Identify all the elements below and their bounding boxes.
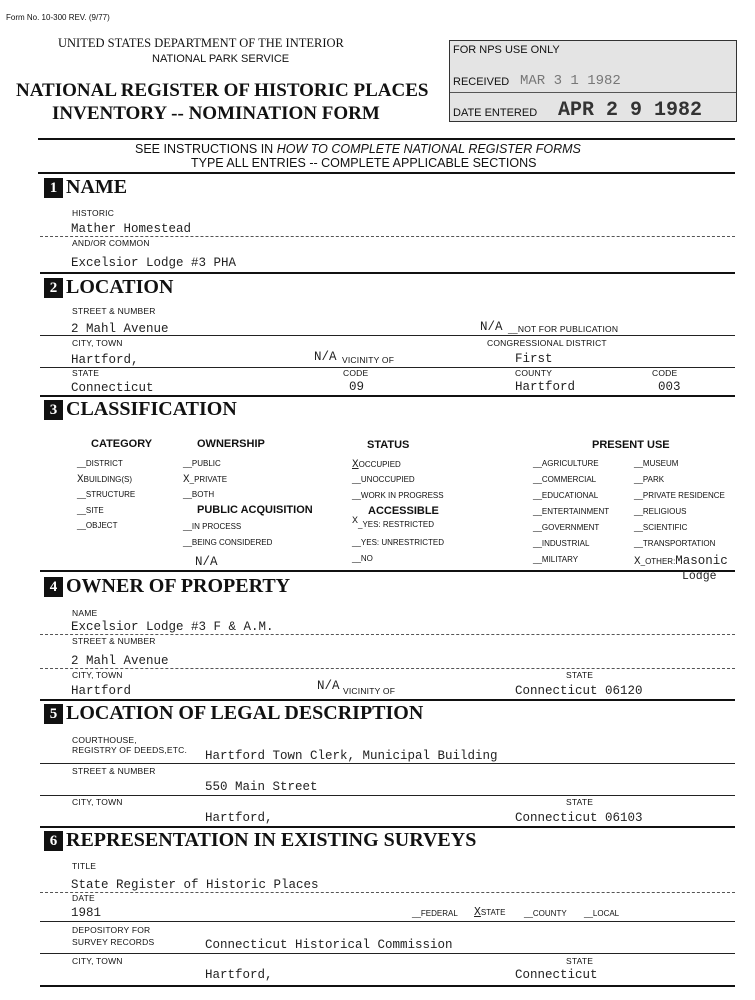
county-code-value: 003 — [658, 380, 681, 394]
survey-title-label: TITLE — [72, 861, 97, 871]
depository-label-2: SURVEY RECORDS — [72, 937, 155, 947]
access-no: __NO — [352, 554, 373, 563]
status-work-in-progress: __WORK IN PROGRESS — [352, 491, 444, 500]
accessible-header: ACCESSIBLE — [368, 505, 439, 517]
depository-state-label: STATE — [566, 956, 594, 966]
legal-state-value: Connecticut 06103 — [515, 811, 643, 825]
use-government: __GOVERNMENT — [533, 523, 600, 532]
not-for-publication-na: N/A — [480, 320, 503, 334]
vicinity-na: N/A — [314, 350, 337, 364]
section-2-heading: 2 LOCATION — [44, 276, 173, 299]
not-for-publication-label: __NOT FOR PUBLICATION — [508, 324, 619, 334]
historic-label: HISTORIC — [72, 208, 115, 218]
nps-use-only-box — [449, 40, 737, 122]
depository-label-1: DEPOSITORY FOR — [72, 925, 151, 935]
section-5-heading: 5 LOCATION OF LEGAL DESCRIPTION — [44, 702, 423, 725]
courthouse-label: COURTHOUSE, — [72, 735, 137, 745]
section-1-heading: 1 NAME — [44, 176, 127, 199]
instructions-line2: TYPE ALL ENTRIES -- COMPLETE APPLICABLE SECTIONS — [191, 156, 537, 170]
owner-vicinity-na: N/A — [317, 679, 340, 693]
status-occupied: XOCCUPIED — [352, 459, 401, 471]
use-military: __MILITARY — [533, 555, 579, 564]
use-other: X_OTHER:Masonic — [634, 554, 728, 568]
ownership-header: OWNERSHIP — [197, 438, 265, 450]
survey-date-label: DATE — [72, 893, 95, 903]
survey-federal: __FEDERAL — [412, 909, 458, 918]
use-scientific: __SCIENTIFIC — [634, 523, 688, 532]
county-value: Hartford — [515, 380, 576, 394]
category-district: __DISTRICT — [77, 459, 123, 468]
form-title-line1: NATIONAL REGISTER OF HISTORIC PLACES — [16, 80, 429, 101]
location-city-value: Hartford, — [71, 353, 139, 367]
use-park: __PARK — [634, 475, 665, 484]
depository-city-label: CITY, TOWN — [72, 956, 123, 966]
use-private-residence: __PRIVATE RESIDENCE — [634, 491, 725, 500]
section-6-heading: 6 REPRESENTATION IN EXISTING SURVEYS — [44, 829, 476, 852]
use-agriculture: __AGRICULTURE — [533, 459, 599, 468]
use-religious: __RELIGIOUS — [634, 507, 687, 516]
survey-county: __COUNTY — [524, 909, 567, 918]
owner-name-value: Excelsior Lodge #3 F & A.M. — [71, 620, 274, 634]
acq-na: N/A — [195, 555, 218, 569]
location-code-label: CODE — [343, 368, 369, 378]
instructions-line1: SEE INSTRUCTIONS IN HOW TO COMPLETE NATIONAL REGISTER FORMS — [135, 142, 581, 156]
ownership-both: __BOTH — [183, 490, 215, 499]
legal-street-value: 550 Main Street — [205, 780, 318, 794]
use-other-value-line2: Lodge — [682, 570, 717, 583]
historic-value: Mather Homestead — [71, 222, 192, 236]
use-industrial: __INDUSTRIAL — [533, 539, 590, 548]
registry-label: REGISTRY OF DEEDS,ETC. — [72, 745, 188, 755]
owner-vicinity-label: VICINITY OF — [343, 686, 396, 696]
access-unrestricted: __YES: UNRESTRICTED — [352, 538, 445, 547]
section-4-heading: 4 OWNER OF PROPERTY — [44, 575, 290, 598]
depository-value: Connecticut Historical Commission — [205, 938, 453, 952]
category-structure: __STRUCTURE — [77, 490, 136, 499]
department-name: UNITED STATES DEPARTMENT OF THE INTERIOR — [58, 36, 344, 50]
received-label: RECEIVED — [453, 76, 510, 88]
form-title-line2: INVENTORY -- NOMINATION FORM — [52, 103, 380, 124]
courthouse-value: Hartford Town Clerk, Municipal Building — [205, 749, 498, 763]
category-object: __OBJECT — [77, 521, 118, 530]
location-state-value: Connecticut — [71, 381, 154, 395]
use-entertainment: __ENTERTAINMENT — [533, 507, 610, 516]
date-entered-label: DATE ENTERED — [453, 107, 538, 119]
owner-city-value: Hartford — [71, 684, 132, 698]
nps-box-label: FOR NPS USE ONLY — [453, 44, 560, 56]
service-name: NATIONAL PARK SERVICE — [152, 53, 290, 65]
status-header: STATUS — [367, 439, 410, 451]
legal-city-value: Hartford, — [205, 811, 273, 825]
depository-state-value: Connecticut — [515, 968, 598, 982]
owner-state-label: STATE — [566, 670, 594, 680]
county-label: COUNTY — [515, 368, 553, 378]
status-unoccupied: __UNOCCUPIED — [352, 475, 415, 484]
use-commercial: __COMMERCIAL — [533, 475, 597, 484]
public-acquisition-header: PUBLIC ACQUISITION — [197, 504, 313, 516]
owner-city-label: CITY, TOWN — [72, 670, 123, 680]
owner-name-label: NAME — [72, 608, 98, 618]
use-educational: __EDUCATIONAL — [533, 491, 599, 500]
location-street-value: 2 Mahl Avenue — [71, 322, 169, 336]
depository-city-value: Hartford, — [205, 968, 273, 982]
survey-title-value: State Register of Historic Places — [71, 878, 319, 892]
ownership-private: X_PRIVATE — [183, 474, 228, 486]
legal-street-label: STREET & NUMBER — [72, 766, 156, 776]
survey-state: XSTATE — [474, 906, 506, 919]
use-museum: __MUSEUM — [634, 459, 679, 468]
vicinity-label: VICINITY OF — [342, 355, 395, 365]
legal-state-label: STATE — [566, 797, 594, 807]
owner-street-label: STREET & NUMBER — [72, 636, 156, 646]
congressional-district-value: First — [515, 352, 553, 366]
survey-local: __LOCAL — [584, 909, 620, 918]
common-value: Excelsior Lodge #3 PHA — [71, 256, 237, 270]
legal-city-label: CITY, TOWN — [72, 797, 123, 807]
acq-in-process: __IN PROCESS — [183, 522, 242, 531]
section-3-heading: 3 CLASSIFICATION — [44, 398, 237, 421]
location-street-label: STREET & NUMBER — [72, 306, 156, 316]
category-site: __SITE — [77, 506, 104, 515]
owner-state-value: Connecticut 06120 — [515, 684, 643, 698]
present-use-header: PRESENT USE — [592, 439, 670, 451]
use-transportation: __TRANSPORTATION — [634, 539, 716, 548]
common-label: AND/OR COMMON — [72, 238, 150, 248]
survey-date-value: 1981 — [71, 906, 102, 920]
date-entered-stamp: APR 2 9 1982 — [558, 99, 703, 122]
location-state-label: STATE — [72, 368, 100, 378]
county-code-label: CODE — [652, 368, 678, 378]
congressional-district-label: CONGRESSIONAL DISTRICT — [487, 338, 607, 348]
category-buildings: XBUILDING(S) — [77, 474, 133, 486]
location-city-label: CITY, TOWN — [72, 338, 123, 348]
owner-street-value: 2 Mahl Avenue — [71, 654, 169, 668]
access-restricted: X_YES: RESTRICTED — [352, 516, 435, 529]
category-header: CATEGORY — [91, 438, 153, 450]
form-number: Form No. 10-300 REV. (9/77) — [6, 13, 110, 22]
ownership-public: __PUBLIC — [183, 459, 221, 468]
acq-being-considered: __BEING CONSIDERED — [183, 538, 273, 547]
received-stamp: MAR 3 1 1982 — [520, 73, 621, 89]
location-code-value: 09 — [349, 380, 365, 394]
